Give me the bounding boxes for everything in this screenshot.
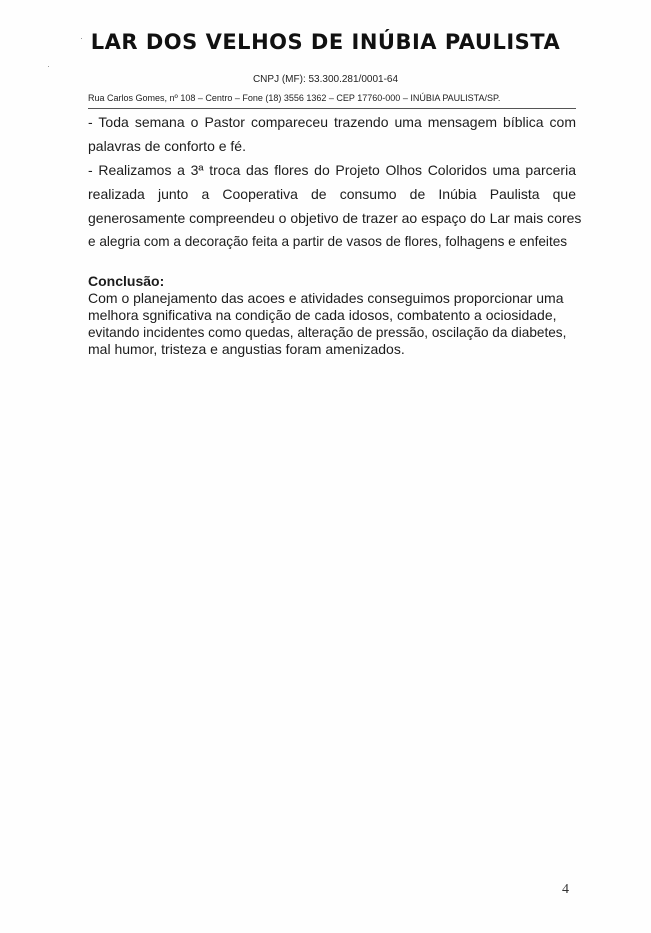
- paragraph-line: palavras de conforto e fé.: [88, 138, 246, 154]
- paragraph-line: realizada junto a Cooperativa de consumo de Inúbia Paulista que: [88, 186, 576, 202]
- letterhead-address: Rua Carlos Gomes, nº 108 – Centro – Fone (18) 3556 1362 – CEP 17760-000 – INÚBIA PAULISTA/SP.: [88, 93, 501, 103]
- conclusion-heading: Conclusão:: [88, 273, 165, 289]
- conclusion-line: mal humor, tristeza e angustias foram amenizados.: [88, 341, 405, 357]
- conclusion-line: Com o planejamento das acoes e atividades conseguimos proporcionar uma: [88, 290, 564, 306]
- letterhead-cnpj: CNPJ (MF): 53.300.281/0001-64: [252, 74, 399, 85]
- paragraph-pastor: [88, 110, 576, 158]
- conclusion-line: melhora sgnificativa na condição de cada idosos, combatento a ociosidade,: [88, 307, 557, 323]
- paragraph-line: - Toda semana o Pastor compareceu trazendo uma mensagem bíblica com: [88, 114, 576, 130]
- paragraph-line: - Realizamos a 3ª troca das flores do Projeto Olhos Coloridos uma parceria: [88, 162, 576, 178]
- letterhead-divider: [88, 108, 576, 109]
- conclusion-line: evitando incidentes como quedas, alteração de pressão, oscilação da diabetes,: [88, 325, 567, 340]
- paragraph-line: generosamente compreendeu o objetivo de trazer ao espaço do Lar mais cores: [88, 210, 582, 226]
- conclusion-body: [88, 290, 578, 358]
- paragraph-line: e alegria com a decoração feita a partir de vasos de flores, folhagens e enfeites: [88, 234, 568, 249]
- scan-speck: [48, 66, 49, 67]
- letterhead-title: LAR DOS VELHOS DE INÚBIA PAULISTA: [90, 30, 561, 54]
- page-number: 4: [562, 882, 569, 897]
- paragraph-flowers: [88, 158, 582, 254]
